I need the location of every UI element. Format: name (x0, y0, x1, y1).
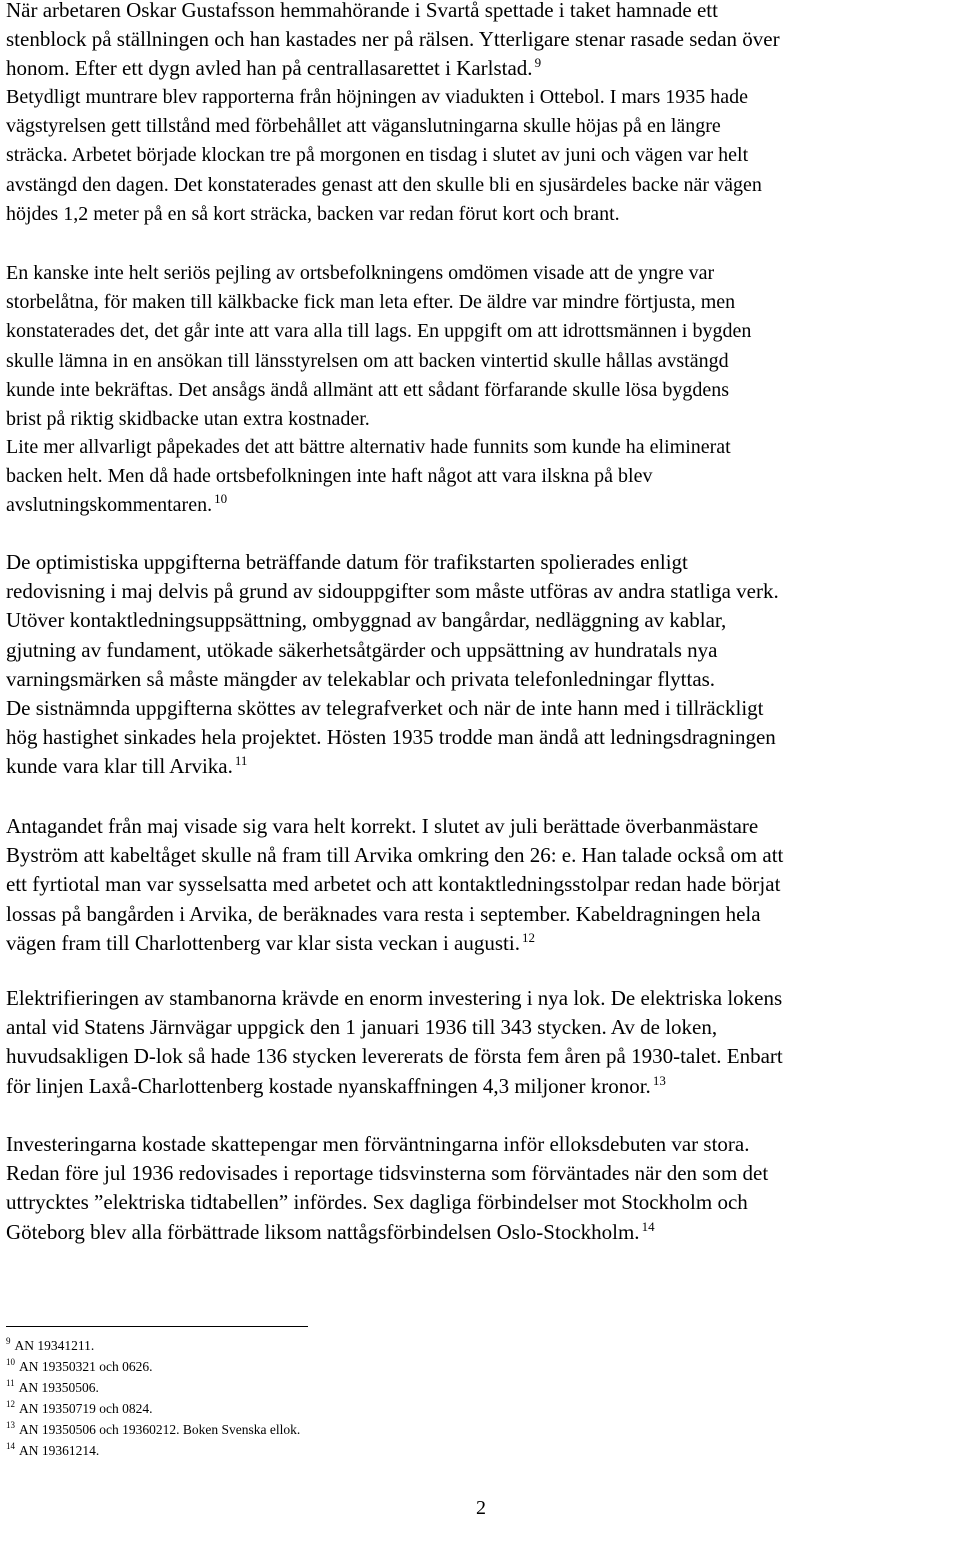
paragraph-5 (6, 548, 954, 694)
paragraph-1-text: När arbetaren Oskar Gustafsson hemmahörande i Svartå spettade i taket hamnade ett stenblock på ställningen och han kastades ner på rälsen. Ytterligare stenar rasade sedan över honom. Efter ett dygn avled han på centrallasarettet i Karlstad. (6, 0, 780, 81)
paragraph-1 (6, 0, 954, 84)
paragraph-4 (6, 433, 954, 521)
paragraph-2-text: Betydligt muntrare blev rapporterna från höjningen av viadukten i Ottebol. I mars 1935 hade vägstyrelsen gett tillstånd med förbehållet att väganslutningarna skulle höjas på en längre sträcka. Arbetet började klockan tre på morgonen en tisdag i slutet av juni och vägen var helt avstängd den dagen. Det konstaterades genast att den skulle bli en sjusärdeles backe när vägen höjdes 1,2 meter på en så kort sträcka, backen var redan förut kort och brant. (6, 86, 762, 225)
footnote-item (6, 1399, 300, 1420)
paragraph-2 (6, 83, 954, 229)
footnote-item (6, 1378, 300, 1399)
paragraph-3 (6, 259, 954, 434)
paragraph-7-text: Antagandet från maj visade sig vara helt korrekt. I slutet av juli berättade överbanmästare Byström att kabeltåget skulle nå fram till Arvika omkring den 26: e. Han talade också om att ett fyrtiotal man var sysselsatta med arbetet och att kontaktledningsstolpar redan hade börjat lossas på bangården i Arvika, de beräknades vara resta i september. Kabeldragningen hela vägen fram till Charlottenberg var klar sista veckan i augusti. (6, 814, 784, 955)
footnote-item (6, 1441, 300, 1462)
footnote-ref-14: 14 (641, 1218, 655, 1234)
footnote-item (6, 1420, 300, 1441)
footnote-number: 13 (6, 1420, 15, 1430)
paragraph-8 (6, 984, 954, 1101)
footnote-item (6, 1357, 300, 1378)
footnote-number: 11 (6, 1378, 15, 1388)
paragraph-3-text: En kanske inte helt seriös pejling av ortsbefolkningens omdömen visade att de yngre var storbelåtna, för maken till kälkbacke fick man leta efter. De äldre var mindre förtjusta, men konstaterades det, det går inte att vara alla till lags. En uppgift om att idrottsmännen i bygden skulle lämna in en ansökan till länsstyrelsen om att backen vintertid skulle hållas avstängd kunde inte bekräftas. Det ansågs ändå allmänt att ett sådant förfarande skulle lösa bygdens brist på riktig skidbacke utan extra kostnader. (6, 262, 752, 431)
footnote-number: 10 (6, 1357, 15, 1367)
paragraph-9-text: Investeringarna kostade skattepengar men förväntningarna inför elloksdebuten var stora. Redan före jul 1936 redovisades i reportage tidsvinsterna som förväntades när den som det uttrycktes ”elektriska tidtabellen” infördes. Sex dagliga förbindelser mot Stockholm och Göteborg blev alla förbättrade liksom nattågsförbindelsen Oslo-Stockholm. (6, 1132, 769, 1244)
paragraph-7 (6, 812, 954, 958)
paragraph-6 (6, 694, 954, 782)
footnote-text: AN 19350719 och 0824. (19, 1401, 153, 1416)
footnote-text: AN 19350321 och 0626. (19, 1359, 153, 1374)
footnote-text: AN 19361214. (19, 1443, 100, 1458)
footnote-number: 9 (6, 1336, 11, 1346)
footnote-number: 12 (6, 1399, 15, 1409)
footnote-ref-12: 12 (521, 929, 535, 945)
footnote-number: 14 (6, 1441, 15, 1451)
footnote-text: AN 19350506 och 19360212. Boken Svenska ellok. (19, 1422, 301, 1437)
footnote-ref-10: 10 (214, 491, 228, 507)
paragraph-5-text: De optimistiska uppgifterna beträffande datum för trafikstarten spolierades enligt redovisning i maj delvis på grund av sidouppgifter som måste utföras av andra statliga verk. Utöver kontaktledningsuppsättning, ombyggnad av bangårdar, nedläggning av kablar, gjutning av fundament, utökade säkerhetsåtgärder och uppsättning av hundratals nya varningsmärken så måste mängder av telekablar och privata telefonledningar flyttas. (6, 550, 779, 691)
footnote-ref-9: 9 (534, 55, 542, 71)
footnote-text: AN 19350506. (18, 1380, 99, 1395)
footnote-ref-13: 13 (652, 1072, 666, 1088)
paragraph-6-text: De sistnämnda uppgifterna sköttes av telegrafverket och när de inte hann med i tillräckligt hög hastighet sinkades hela projektet. Hösten 1935 trodde man ändå att ledningsdragningen kunde vara klar till Arvika. (6, 696, 776, 779)
footnote-text: AN 19341211. (14, 1338, 95, 1353)
page-number: 2 (476, 1497, 486, 1519)
paragraph-4-text: Lite mer allvarligt påpekades det att bättre alternativ hade funnits som kunde ha eliminerat backen helt. Men då hade ortsbefolkningen inte haft något att vara ilskna på blev avslutningskommentaren. (6, 436, 731, 517)
paragraph-8-text: Elektrifieringen av stambanorna krävde en enorm investering i nya lok. De elektriska lokens antal vid Statens Järnvägar uppgick den 1 januari 1936 till 343 stycken. Av de loken, huvudsakligen D-lok så hade 136 stycken levererats de första fem åren på 1930-talet. Enbart för linjen Laxå-Charlottenberg kostade nyanskaffningen 4,3 miljoner kronor. (6, 986, 783, 1098)
footnotes (6, 1336, 300, 1462)
footnote-item (6, 1336, 300, 1357)
footnote-ref-11: 11 (234, 753, 248, 769)
footnote-separator (6, 1326, 308, 1327)
paragraph-9 (6, 1130, 954, 1247)
